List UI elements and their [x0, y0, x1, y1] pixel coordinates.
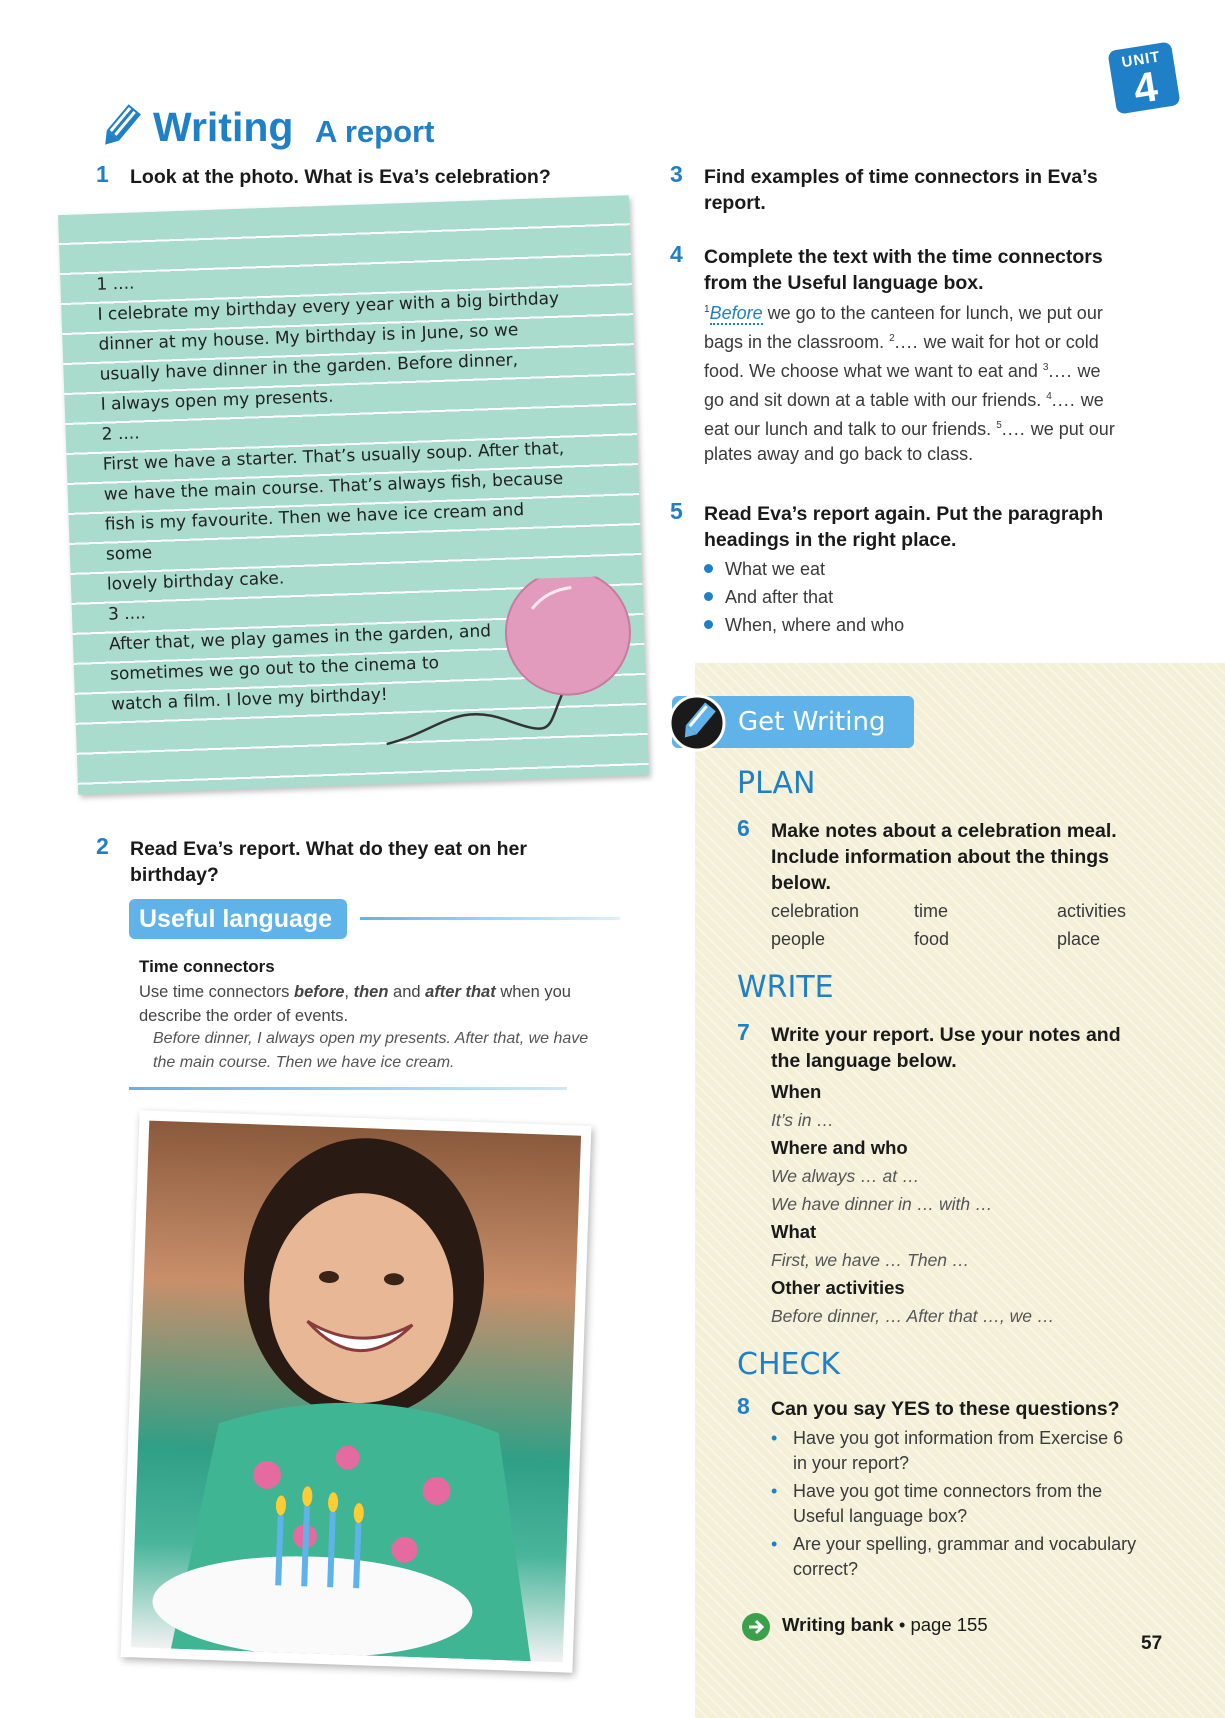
report-line: After that, we play games in the garden, and	[108, 621, 492, 655]
gap-2: ....	[894, 332, 919, 352]
ul-keyword-after-that: after that	[425, 983, 496, 1001]
language-label: Where and who	[771, 1137, 908, 1158]
plan-heading: PLAN	[737, 766, 816, 801]
ul-keyword-then: then	[353, 983, 389, 1001]
useful-language-example: Before dinner, I always open my presents. After that, we have the main course. Then we have ice cream.	[153, 1030, 589, 1071]
balloon-illustration	[371, 575, 638, 784]
page-number: 57	[1141, 1633, 1163, 1654]
useful-language-divider	[360, 917, 620, 920]
ex8-text: Can you say YES to these questions?	[771, 1398, 1120, 1420]
unit-number: 4	[1130, 62, 1161, 113]
report-line: fish is my favourite. Then we have ice cream and some	[104, 500, 525, 565]
unit-badge	[1107, 41, 1180, 114]
note-word: time	[914, 901, 949, 921]
list-item	[771, 1426, 1141, 1476]
pencil-badge-icon	[668, 694, 726, 752]
ex8-number: 8	[737, 1393, 750, 1419]
bullet-icon	[704, 620, 713, 629]
report-line: watch a film. I love my birthday!	[110, 684, 389, 715]
ul-keyword-before: before	[293, 983, 345, 1001]
bullet-icon: •	[771, 1428, 778, 1448]
report-line: 1 ....	[96, 273, 135, 295]
writing-bank-separator: •	[893, 1614, 911, 1635]
eva-report-notebook	[58, 195, 649, 795]
ul-comma: ,	[344, 983, 354, 1001]
note-word: place	[1057, 929, 1101, 949]
bullet-icon	[704, 592, 713, 601]
gap-number: 1	[704, 304, 710, 315]
language-label: Other activities	[771, 1277, 905, 1298]
gap-answer-1: Before	[709, 303, 763, 323]
note-word: activities	[1057, 901, 1127, 921]
ul-and: and	[388, 983, 426, 1001]
note-word: food	[914, 929, 950, 949]
page-subtitle: A report	[315, 114, 435, 149]
language-example: It’s in …	[771, 1110, 834, 1130]
report-line: we have the main course. That’s always fish, because	[103, 468, 564, 505]
bullet-icon: •	[771, 1534, 778, 1554]
ex5-number: 5	[670, 498, 683, 524]
ex7-number: 7	[737, 1019, 750, 1045]
ex4-text: Complete the text with the time connectors from the Useful language box.	[704, 246, 1103, 294]
note-word: people	[771, 929, 826, 949]
gap-sentence: we wait for hot or cold food. We choose what we want to eat and	[704, 332, 1099, 381]
language-example: Before dinner, … After that …, we …	[771, 1306, 1055, 1326]
language-example: We have dinner in … with …	[771, 1194, 993, 1214]
useful-language-tab: Useful language	[129, 899, 347, 939]
gap-number: 5	[996, 420, 1002, 431]
list-item	[704, 613, 904, 638]
useful-language-heading: Time connectors	[139, 957, 275, 976]
check-question: Have you got time connectors from the Useful language box?	[793, 1481, 1103, 1526]
report-line: I celebrate my birthday every year with a big birthday	[97, 288, 560, 325]
ex7-language	[771, 1078, 1171, 1330]
writing-bank-link[interactable]	[782, 1614, 988, 1636]
report-line: I always open my presents.	[100, 386, 334, 415]
photo-frame	[121, 1110, 592, 1672]
report-line: 3 ....	[107, 603, 147, 625]
ul-body-text: Use time connectors	[139, 983, 294, 1001]
write-heading: WRITE	[737, 970, 834, 1005]
useful-language-body	[139, 980, 609, 1028]
list-item	[704, 557, 904, 582]
ex7-text: Write your report. Use your notes and the language below.	[771, 1024, 1121, 1072]
report-line: First we have a starter. That’s usually soup. After that,	[102, 438, 565, 475]
unit-label: UNIT	[1120, 48, 1162, 72]
ex2-number: 2	[96, 833, 109, 859]
arrow-right-icon	[742, 1613, 770, 1641]
report-line: sometimes we go out to the cinema to	[109, 653, 440, 685]
heading-option: When, where and who	[725, 615, 905, 635]
gap-5: ....	[1001, 419, 1026, 439]
ex3-number: 3	[670, 161, 683, 187]
gap-sentence: we go to the canteen for lunch, we put our bags in the classroom.	[704, 303, 1103, 352]
gap-number: 3	[1042, 362, 1049, 373]
check-question: Have you got information from Exercise 6 in your report?	[793, 1428, 1124, 1473]
gap-sentence: we put our plates away and go back to class.	[704, 419, 1115, 464]
language-example: First, we have … Then …	[771, 1250, 970, 1270]
language-label: When	[771, 1081, 822, 1102]
gap-3: ....	[1048, 361, 1073, 381]
pencil-icon	[95, 104, 145, 150]
heading-option: What we eat	[725, 559, 826, 579]
ex5-text: Read Eva’s report again. Put the paragraph headings in the right place.	[704, 503, 1104, 551]
useful-language-bottom-line	[129, 1087, 567, 1090]
report-line: usually have dinner in the garden. Before dinner,	[99, 350, 519, 385]
language-example: We always … at …	[771, 1166, 920, 1186]
ex6-text: Make notes about a celebration meal. Include information about the things below.	[771, 820, 1117, 894]
birthday-girl-photo	[131, 1121, 581, 1663]
ex8-checklist	[771, 1426, 1141, 1582]
check-question: Are your spelling, grammar and vocabulary correct?	[793, 1534, 1137, 1579]
writing-bank-label: Writing bank	[782, 1614, 894, 1635]
report-line: dinner at my house. My birthday is in June, so we	[98, 320, 519, 355]
ex3-text: Find examples of time connectors in Eva’s report.	[704, 166, 1098, 214]
ex2-text: Read Eva’s report. What do they eat on her birthday?	[130, 838, 527, 886]
list-item	[704, 585, 904, 610]
ex4-gapfill-text	[704, 297, 1124, 467]
list-item	[771, 1479, 1141, 1529]
gap-sentence: we go and sit down at a table with our friends.	[704, 361, 1101, 410]
ex4-number: 4	[670, 241, 683, 267]
get-writing-tab: Get Writing	[672, 696, 914, 748]
gap-number: 4	[1046, 391, 1052, 402]
report-line: lovely birthday cake.	[106, 568, 285, 595]
ul-body-text-end: when you describe the order of events.	[139, 983, 571, 1025]
report-line: 2 ....	[101, 423, 140, 445]
bullet-icon: •	[771, 1481, 778, 1501]
ex5-list	[704, 557, 904, 638]
list-item	[771, 1532, 1141, 1582]
ex6-word-grid	[771, 899, 1191, 952]
ex1-number: 1	[96, 161, 109, 187]
gap-number: 2	[889, 333, 895, 344]
note-word: celebration	[771, 901, 860, 921]
gap-4: ....	[1051, 390, 1076, 410]
ex1-text: Look at the photo. What is Eva’s celebration?	[130, 166, 551, 188]
check-heading: CHECK	[737, 1347, 841, 1382]
ex6-number: 6	[737, 815, 750, 841]
language-label: What	[771, 1221, 817, 1242]
page-title: Writing	[153, 104, 294, 150]
writing-bank-page: page 155	[910, 1614, 988, 1635]
heading-option: And after that	[725, 587, 834, 607]
bullet-icon	[704, 564, 713, 573]
gap-sentence: we eat our lunch and talk to our friends.	[704, 390, 1104, 439]
